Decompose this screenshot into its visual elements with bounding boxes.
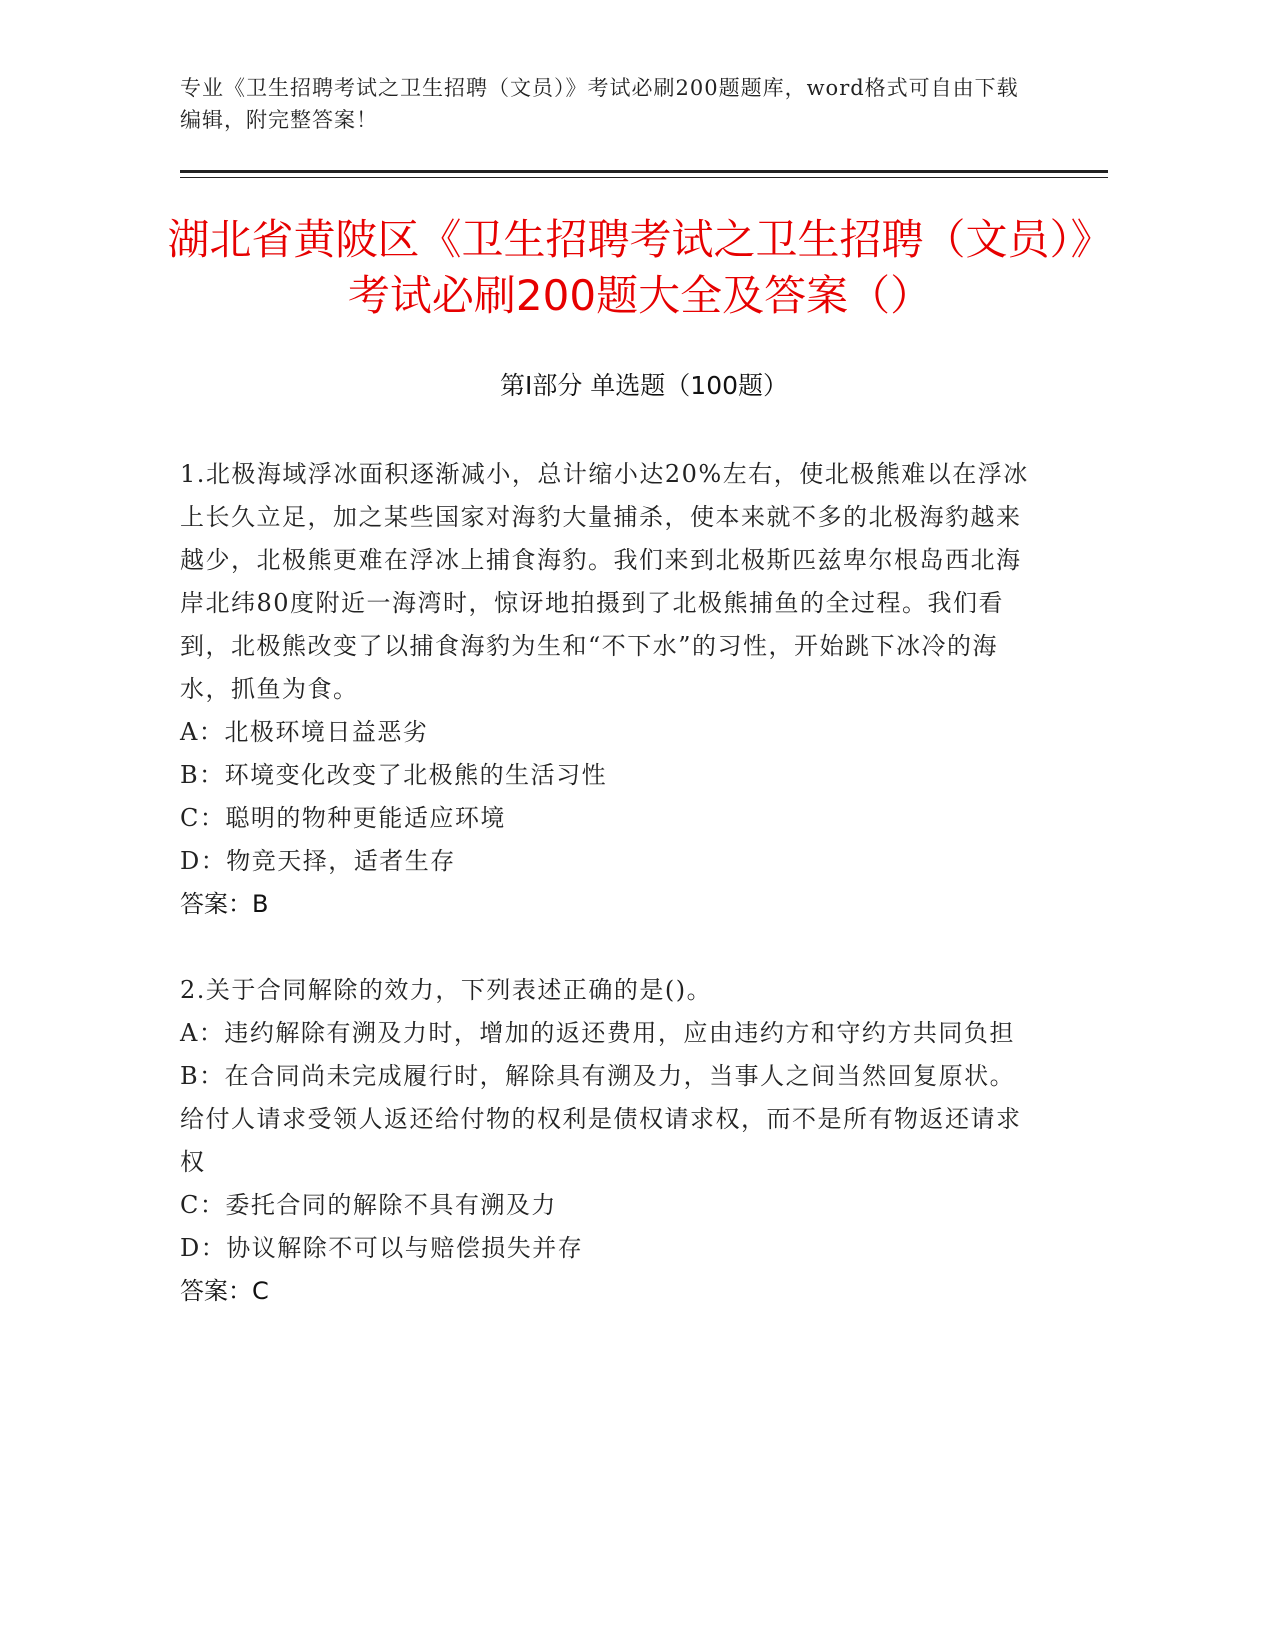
header-rule-thin bbox=[180, 177, 1108, 178]
document-title: 湖北省黄陂区《卫生招聘考试之卫生招聘（文员）》考试必刷200题大全及答案（） bbox=[167, 215, 1113, 320]
option-d: D：协议解除不可以与赔偿损失并存 bbox=[180, 1234, 584, 1262]
option-a: A：北极环境日益恶劣 bbox=[180, 718, 429, 746]
question-1 bbox=[180, 453, 1040, 926]
option-a: A：违约解除有溯及力时，增加的返还费用，应由违约方和守约方共同负担 bbox=[180, 1019, 1015, 1047]
answer: 答案：C bbox=[180, 1277, 269, 1305]
question-list bbox=[180, 453, 1040, 1356]
option-b: B：环境变化改变了北极熊的生活习性 bbox=[180, 761, 608, 789]
question-2 bbox=[180, 969, 1040, 1313]
question-stem: 1.北极海域浮冰面积逐渐减小，总计缩小达20%左右，使北极熊难以在浮冰上长久立足，加之某些国家对海豹大量捕杀，使本来就不多的北极海豹越来越少，北极熊更难在浮冰上捕食海豹。我们来到北极斯匹兹卑尔根岛西北海岸北纬80度附近一海湾时，惊讶地拍摄到了北极熊捕鱼的全过程。我们看到，北极熊改变了以捕食海豹为生和“不下水”的习性，开始跳下冰冷的海水，抓鱼为食。 bbox=[180, 460, 1029, 703]
section-heading: 第Ⅰ部分 单选题（100题） bbox=[499, 371, 789, 400]
header-note: 专业《卫生招聘考试之卫生招聘（文员）》考试必刷200题题库，word格式可自由下载编辑，附完整答案！ bbox=[180, 76, 1019, 132]
header-rule-thick bbox=[180, 170, 1108, 173]
answer: 答案：B bbox=[180, 890, 269, 918]
option-c: C：聪明的物种更能适应环境 bbox=[180, 804, 506, 832]
option-b: B：在合同尚未完成履行时，解除具有溯及力，当事人之间当然回复原状。给付人请求受领人返还给付物的权利是债权请求权，而不是所有物返还请求权 bbox=[180, 1062, 1022, 1176]
option-d: D：物竞天择，适者生存 bbox=[180, 847, 456, 875]
option-c: C：委托合同的解除不具有溯及力 bbox=[180, 1191, 557, 1219]
question-stem: 2.关于合同解除的效力，下列表述正确的是()。 bbox=[180, 976, 713, 1004]
